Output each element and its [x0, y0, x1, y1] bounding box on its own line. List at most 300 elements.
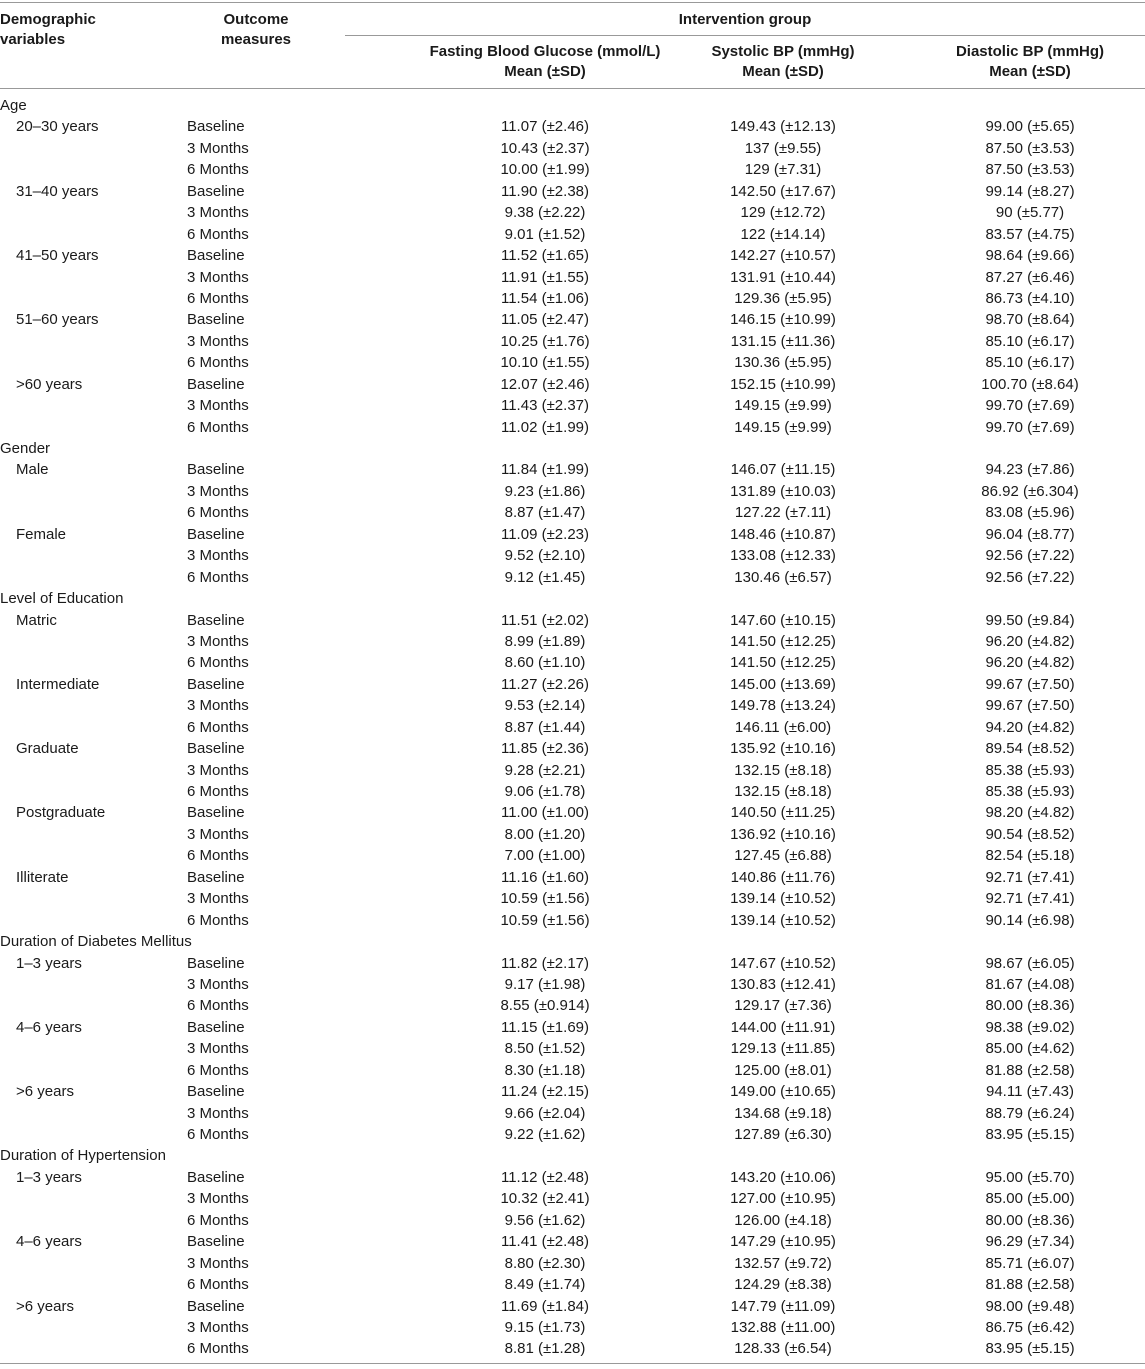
- diastolic-bp-value: 99.70 (±7.69): [985, 418, 1075, 436]
- table-row: [0, 1124, 1145, 1145]
- systolic-bp-value: 140.50 (±11.25): [730, 804, 836, 822]
- diastolic-bp-value: 99.00 (±5.65): [985, 118, 1075, 136]
- outcome-time-point: Baseline: [187, 611, 245, 629]
- table-row: [0, 267, 1145, 288]
- outcome-time-point: 6 Months: [187, 1276, 249, 1294]
- diastolic-bp-value: 85.10 (±6.17): [985, 332, 1075, 350]
- fbg-value: 11.69 (±1.84): [500, 1297, 589, 1315]
- table-row: [0, 802, 1145, 823]
- diastolic-bp-value: 96.20 (±4.82): [985, 654, 1075, 672]
- diastolic-bp-value: 83.95 (±5.15): [985, 1126, 1075, 1143]
- header-demographic-variables: [0, 10, 96, 50]
- table-row: [0, 1038, 1145, 1059]
- fbg-value: 10.10 (±1.55): [500, 354, 590, 372]
- systolic-bp-value: 147.29 (±10.95): [730, 1233, 836, 1251]
- table-row: [0, 1081, 1145, 1102]
- outcome-time-point: 6 Months: [187, 568, 249, 586]
- header-dbp-name: Diastolic BP (mmHg): [955, 43, 1105, 60]
- systolic-bp-value: 139.14 (±10.52): [730, 890, 836, 908]
- systolic-bp-value: 132.88 (±11.00): [730, 1318, 836, 1336]
- fbg-value: 8.60 (±1.10): [504, 654, 586, 672]
- fbg-value: 9.17 (±1.98): [504, 975, 586, 993]
- table-row: [0, 417, 1145, 438]
- subgroup-label: 1–3 years: [16, 1168, 82, 1186]
- outcome-time-point: Baseline: [187, 1018, 245, 1036]
- fbg-value: 11.05 (±2.47): [500, 311, 589, 329]
- systolic-bp-value: 127.45 (±6.88): [734, 847, 832, 865]
- systolic-bp-value: 137 (±9.55): [744, 139, 822, 157]
- table-row: [0, 1231, 1145, 1252]
- outcome-time-point: 3 Months: [187, 1040, 249, 1058]
- header-demographic-line1: Demographic: [0, 11, 96, 28]
- systolic-bp-value: 127.00 (±10.95): [730, 1190, 836, 1208]
- header-outcome-line1: Outcome: [223, 11, 289, 28]
- header-diastolic-bp: [930, 42, 1130, 82]
- table-row: [0, 395, 1145, 416]
- subgroup-label: Matric: [16, 611, 57, 629]
- table-row: [0, 288, 1145, 309]
- fbg-value: 7.00 (±1.00): [504, 847, 586, 865]
- fbg-value: 11.00 (±1.00): [500, 804, 589, 822]
- systolic-bp-value: 149.78 (±13.24): [730, 697, 836, 715]
- fbg-value: 9.12 (±1.45): [504, 568, 586, 586]
- fbg-value: 11.54 (±1.06): [500, 289, 589, 307]
- outcome-time-point: Baseline: [187, 461, 245, 479]
- systolic-bp-value: 130.46 (±6.57): [734, 568, 832, 586]
- diastolic-bp-value: 86.75 (±6.42): [985, 1318, 1075, 1336]
- diastolic-bp-value: 81.88 (±2.58): [985, 1061, 1075, 1079]
- header-outcome-measures: [200, 10, 312, 50]
- section-label: Gender: [0, 440, 51, 457]
- systolic-bp-value: 149.15 (±9.99): [734, 397, 832, 415]
- systolic-bp-value: 129 (±12.72): [740, 204, 826, 222]
- systolic-bp-value: 129.13 (±11.85): [730, 1040, 836, 1058]
- fbg-value: 11.91 (±1.55): [500, 268, 589, 286]
- header-sbp-sub: Mean (±SD): [742, 63, 824, 80]
- table-row: [0, 1274, 1145, 1295]
- outcome-time-point: Baseline: [187, 525, 245, 543]
- diastolic-bp-value: 99.67 (±7.50): [985, 697, 1075, 715]
- systolic-bp-value: 132.15 (±8.18): [734, 783, 832, 800]
- outcome-time-point: 3 Months: [187, 1104, 249, 1122]
- outcome-time-point: Baseline: [187, 740, 245, 758]
- diastolic-bp-value: 94.23 (±7.86): [985, 461, 1075, 479]
- outcome-time-point: 3 Months: [187, 975, 249, 993]
- section-label: Age: [0, 97, 27, 114]
- subgroup-label: 4–6 years: [16, 1233, 82, 1251]
- diastolic-bp-value: 98.70 (±8.64): [985, 311, 1075, 329]
- fbg-value: 8.81 (±1.28): [504, 1340, 586, 1358]
- systolic-bp-value: 130.36 (±5.95): [734, 354, 832, 372]
- table-row: [0, 695, 1145, 716]
- fbg-value: 9.15 (±1.73): [504, 1318, 586, 1336]
- systolic-bp-value: 140.86 (±11.76): [730, 868, 836, 886]
- fbg-value: 9.06 (±1.78): [504, 783, 586, 800]
- outcome-time-point: Baseline: [187, 375, 245, 393]
- fbg-value: 9.53 (±2.14): [504, 697, 586, 715]
- table-row: [0, 781, 1145, 802]
- diastolic-bp-value: 85.71 (±6.07): [985, 1254, 1075, 1272]
- outcome-time-point: 6 Months: [187, 997, 249, 1015]
- fbg-value: 9.56 (±1.62): [504, 1211, 586, 1229]
- fbg-value: 8.99 (±1.89): [504, 632, 586, 650]
- header-sbp-name: Systolic BP (mmHg): [711, 43, 855, 60]
- header-bottom-rule: [0, 88, 1145, 89]
- outcome-time-point: 3 Months: [187, 482, 249, 500]
- systolic-bp-value: 125.00 (±8.01): [734, 1061, 832, 1079]
- table-row: [0, 824, 1145, 845]
- outcome-time-point: 6 Months: [187, 1211, 249, 1229]
- systolic-bp-value: 139.14 (±10.52): [730, 911, 836, 929]
- table-row: [0, 567, 1145, 588]
- diastolic-bp-value: 98.38 (±9.02): [985, 1018, 1075, 1036]
- diastolic-bp-value: 81.88 (±2.58): [985, 1276, 1075, 1294]
- diastolic-bp-value: 86.73 (±4.10): [985, 289, 1075, 307]
- fbg-value: 8.80 (±2.30): [504, 1254, 586, 1272]
- diastolic-bp-value: 83.95 (±5.15): [985, 1340, 1075, 1358]
- fbg-value: 11.09 (±2.23): [500, 525, 589, 543]
- systolic-bp-value: 129.36 (±5.95): [734, 289, 832, 307]
- diastolic-bp-value: 98.67 (±6.05): [985, 954, 1075, 972]
- systolic-bp-value: 130.83 (±12.41): [730, 975, 836, 993]
- fbg-value: 8.87 (±1.44): [504, 718, 586, 736]
- table-row: [0, 953, 1145, 974]
- outcome-time-point: 3 Months: [187, 890, 249, 908]
- diastolic-bp-value: 89.54 (±8.52): [985, 740, 1075, 758]
- fbg-value: 11.02 (±1.99): [500, 418, 589, 436]
- diastolic-bp-value: 99.67 (±7.50): [985, 675, 1075, 693]
- diastolic-bp-value: 87.50 (±3.53): [985, 139, 1075, 157]
- outcome-time-point: 6 Months: [187, 911, 249, 929]
- systolic-bp-value: 129 (±7.31): [744, 161, 822, 179]
- table-row: [0, 202, 1145, 223]
- fbg-value: 11.12 (±2.48): [500, 1168, 589, 1186]
- diastolic-bp-value: 98.20 (±4.82): [985, 804, 1075, 822]
- systolic-bp-value: 132.57 (±9.72): [734, 1254, 832, 1272]
- systolic-bp-value: 134.68 (±9.18): [734, 1104, 832, 1122]
- fbg-value: 11.84 (±1.99): [500, 461, 589, 479]
- table-row: [0, 1253, 1145, 1274]
- outcome-time-point: 6 Months: [187, 418, 249, 436]
- table-row: [0, 524, 1145, 545]
- systolic-bp-value: 147.60 (±10.15): [730, 611, 836, 629]
- systolic-bp-value: 148.46 (±10.87): [730, 525, 836, 543]
- outcome-time-point: Baseline: [187, 247, 245, 265]
- diastolic-bp-value: 99.14 (±8.27): [985, 182, 1075, 200]
- outcome-time-point: 6 Months: [187, 225, 249, 243]
- outcome-time-point: 3 Months: [187, 139, 249, 157]
- outcome-time-point: Baseline: [187, 675, 245, 693]
- fbg-value: 10.00 (±1.99): [500, 161, 590, 179]
- systolic-bp-value: 149.00 (±10.65): [730, 1083, 836, 1101]
- subgroup-label: Postgraduate: [16, 804, 106, 822]
- outcome-time-point: 6 Months: [187, 783, 249, 800]
- systolic-bp-value: 128.33 (±6.54): [734, 1340, 832, 1358]
- section-label: Duration of Diabetes Mellitus: [0, 933, 192, 951]
- subgroup-label: >6 years: [16, 1297, 74, 1315]
- diastolic-bp-value: 96.20 (±4.82): [985, 632, 1075, 650]
- outcome-time-point: Baseline: [187, 954, 245, 972]
- fbg-value: 11.41 (±2.48): [500, 1233, 589, 1251]
- outcome-time-point: 6 Months: [187, 289, 249, 307]
- diastolic-bp-value: 94.20 (±4.82): [985, 718, 1075, 736]
- outcome-time-point: 3 Months: [187, 761, 249, 779]
- subgroup-label: >60 years: [16, 375, 83, 393]
- systolic-bp-value: 131.89 (±10.03): [730, 482, 836, 500]
- outcome-time-point: 3 Months: [187, 268, 249, 286]
- subgroup-label: 31–40 years: [16, 182, 99, 200]
- table-row: [0, 845, 1145, 866]
- table-row: [0, 1210, 1145, 1231]
- outcome-time-point: 6 Months: [187, 161, 249, 179]
- table-row: [0, 1060, 1145, 1081]
- diastolic-bp-value: 83.57 (±4.75): [985, 225, 1075, 243]
- diastolic-bp-value: 96.29 (±7.34): [985, 1233, 1075, 1251]
- fbg-value: 11.16 (±1.60): [500, 868, 589, 886]
- systolic-bp-value: 145.00 (±13.69): [730, 675, 836, 693]
- diastolic-bp-value: 85.38 (±5.93): [985, 783, 1075, 800]
- fbg-value: 11.51 (±2.02): [500, 611, 589, 629]
- table-row: [0, 910, 1145, 931]
- table-bottom-rule: [0, 1363, 1145, 1364]
- table-top-rule: [0, 2, 1145, 3]
- table-row: [0, 374, 1145, 395]
- section-row: [0, 1145, 1145, 1166]
- fbg-value: 8.00 (±1.20): [504, 825, 586, 843]
- diastolic-bp-value: 90 (±5.77): [995, 204, 1065, 222]
- subgroup-label: Intermediate: [16, 675, 100, 693]
- systolic-bp-value: 124.29 (±8.38): [734, 1276, 832, 1294]
- table-row: [0, 224, 1145, 245]
- table-row: [0, 1338, 1145, 1359]
- table-row: [0, 888, 1145, 909]
- diastolic-bp-value: 87.27 (±6.46): [985, 268, 1075, 286]
- outcome-time-point: 6 Months: [187, 1126, 249, 1143]
- subgroup-label: 51–60 years: [16, 311, 99, 329]
- fbg-value: 9.01 (±1.52): [504, 225, 586, 243]
- fbg-value: 11.43 (±2.37): [500, 397, 589, 415]
- outcome-time-point: 3 Months: [187, 1254, 249, 1272]
- subgroup-label: Male: [16, 461, 49, 479]
- diastolic-bp-value: 92.71 (±7.41): [985, 890, 1075, 908]
- diastolic-bp-value: 94.11 (±7.43): [985, 1083, 1074, 1101]
- diastolic-bp-value: 85.38 (±5.93): [985, 761, 1075, 779]
- systolic-bp-value: 149.15 (±9.99): [734, 418, 832, 436]
- outcome-time-point: Baseline: [187, 311, 245, 329]
- table-row: [0, 245, 1145, 266]
- outcome-time-point: 6 Months: [187, 847, 249, 865]
- outcome-time-point: Baseline: [187, 182, 245, 200]
- fbg-value: 10.59 (±1.56): [500, 911, 590, 929]
- fbg-value: 9.23 (±1.86): [504, 482, 586, 500]
- subgroup-label: Female: [16, 525, 67, 543]
- table-row: [0, 459, 1145, 480]
- fbg-value: 8.50 (±1.52): [504, 1040, 586, 1058]
- diastolic-bp-value: 80.00 (±8.36): [985, 997, 1075, 1015]
- diastolic-bp-value: 98.00 (±9.48): [985, 1297, 1075, 1315]
- outcome-time-point: 3 Months: [187, 397, 249, 415]
- subgroup-label: 4–6 years: [16, 1018, 82, 1036]
- subgroup-label: 20–30 years: [16, 118, 99, 136]
- diastolic-bp-value: 83.08 (±5.96): [985, 504, 1075, 522]
- header-outcome-line2: measures: [220, 31, 292, 48]
- systolic-bp-value: 127.22 (±7.11): [734, 504, 832, 522]
- subgroup-label: 41–50 years: [16, 247, 99, 265]
- fbg-value: 12.07 (±2.46): [500, 375, 590, 393]
- header-fbg-sub: Mean (±SD): [504, 63, 586, 80]
- table-row: [0, 1188, 1145, 1209]
- diastolic-bp-value: 80.00 (±8.36): [985, 1211, 1075, 1229]
- fbg-value: 9.66 (±2.04): [504, 1104, 586, 1122]
- fbg-value: 10.59 (±1.56): [500, 890, 590, 908]
- table-row: [0, 1296, 1145, 1317]
- diastolic-bp-value: 87.50 (±3.53): [985, 161, 1075, 179]
- table-row: [0, 631, 1145, 652]
- subgroup-label: >6 years: [16, 1083, 74, 1101]
- section-row: [0, 588, 1145, 609]
- outcome-time-point: 3 Months: [187, 204, 249, 222]
- outcome-time-point: Baseline: [187, 804, 245, 822]
- fbg-value: 11.24 (±2.15): [500, 1083, 589, 1101]
- fbg-value: 11.07 (±2.46): [500, 118, 589, 136]
- outcome-time-point: Baseline: [187, 1297, 245, 1315]
- diastolic-bp-value: 85.00 (±5.00): [985, 1190, 1075, 1208]
- systolic-bp-value: 146.15 (±10.99): [730, 311, 836, 329]
- fbg-value: 9.28 (±2.21): [504, 761, 586, 779]
- diastolic-bp-value: 92.71 (±7.41): [985, 868, 1075, 886]
- subgroup-label: 1–3 years: [16, 954, 82, 972]
- outcome-time-point: 6 Months: [187, 354, 249, 372]
- outcome-time-point: 3 Months: [187, 825, 249, 843]
- table-row: [0, 1167, 1145, 1188]
- outcome-time-point: 3 Months: [187, 547, 249, 565]
- systolic-bp-value: 147.79 (±11.09): [730, 1297, 836, 1315]
- section-row: [0, 95, 1145, 116]
- systolic-bp-value: 146.07 (±11.15): [730, 461, 836, 479]
- systolic-bp-value: 132.15 (±8.18): [734, 761, 832, 779]
- diastolic-bp-value: 88.79 (±6.24): [985, 1104, 1075, 1122]
- section-row: [0, 931, 1145, 952]
- systolic-bp-value: 146.11 (±6.00): [734, 718, 832, 736]
- outcome-time-point: 3 Months: [187, 632, 249, 650]
- outcome-time-point: 6 Months: [187, 504, 249, 522]
- table-row: [0, 159, 1145, 180]
- diastolic-bp-value: 99.70 (±7.69): [985, 397, 1075, 415]
- fbg-value: 9.22 (±1.62): [504, 1126, 586, 1143]
- table-row: [0, 760, 1145, 781]
- table-row: [0, 1317, 1145, 1338]
- diastolic-bp-value: 99.50 (±9.84): [985, 611, 1075, 629]
- table-row: [0, 610, 1145, 631]
- systolic-bp-value: 147.67 (±10.52): [730, 954, 836, 972]
- systolic-bp-value: 149.43 (±12.13): [730, 118, 836, 136]
- outcome-time-point: Baseline: [187, 1168, 245, 1186]
- systolic-bp-value: 142.27 (±10.57): [730, 247, 836, 265]
- outcome-time-point: 3 Months: [187, 1318, 249, 1336]
- diastolic-bp-value: 90.54 (±8.52): [985, 825, 1075, 843]
- systolic-bp-value: 131.91 (±10.44): [730, 268, 836, 286]
- header-intervention-group: Intervention group: [678, 11, 812, 28]
- systolic-bp-value: 152.15 (±10.99): [730, 375, 836, 393]
- diastolic-bp-value: 98.64 (±9.66): [985, 247, 1075, 265]
- header-dbp-sub: Mean (±SD): [989, 63, 1071, 80]
- outcome-time-point: 6 Months: [187, 1061, 249, 1079]
- diastolic-bp-value: 95.00 (±5.70): [985, 1168, 1075, 1186]
- header-systolic-bp: [683, 42, 883, 82]
- fbg-value: 11.90 (±2.38): [500, 182, 589, 200]
- table-row: [0, 995, 1145, 1016]
- diastolic-bp-value: 86.92 (±6.304): [981, 482, 1079, 500]
- diastolic-bp-value: 85.00 (±4.62): [985, 1040, 1075, 1058]
- fbg-value: 10.32 (±2.41): [500, 1190, 590, 1208]
- systolic-bp-value: 141.50 (±12.25): [730, 654, 836, 672]
- outcome-time-point: Baseline: [187, 1233, 245, 1251]
- diastolic-bp-value: 81.67 (±4.08): [985, 975, 1075, 993]
- fbg-value: 9.38 (±2.22): [504, 204, 586, 222]
- systolic-bp-value: 144.00 (±11.91): [730, 1018, 836, 1036]
- diastolic-bp-value: 92.56 (±7.22): [985, 568, 1075, 586]
- outcome-time-point: 6 Months: [187, 1340, 249, 1358]
- diastolic-bp-value: 82.54 (±5.18): [985, 847, 1075, 865]
- fbg-value: 8.55 (±0.914): [500, 997, 590, 1015]
- fbg-value: 10.25 (±1.76): [500, 332, 590, 350]
- subgroup-label: Graduate: [16, 740, 79, 758]
- fbg-value: 8.30 (±1.18): [504, 1061, 586, 1079]
- outcome-time-point: Baseline: [187, 118, 245, 136]
- fbg-value: 11.15 (±1.69): [500, 1018, 589, 1036]
- diastolic-bp-value: 100.70 (±8.64): [981, 375, 1079, 393]
- systolic-bp-value: 143.20 (±10.06): [730, 1168, 836, 1186]
- fbg-value: 8.87 (±1.47): [504, 504, 586, 522]
- subgroup-label: Illiterate: [16, 868, 69, 886]
- table-row: [0, 717, 1145, 738]
- fbg-value: 11.82 (±2.17): [500, 954, 589, 972]
- fbg-value: 9.52 (±2.10): [504, 547, 586, 565]
- outcome-time-point: 3 Months: [187, 332, 249, 350]
- table-row: [0, 738, 1145, 759]
- diastolic-bp-value: 92.56 (±7.22): [985, 547, 1075, 565]
- systolic-bp-value: 142.50 (±17.67): [730, 182, 836, 200]
- systolic-bp-value: 133.08 (±12.33): [730, 547, 836, 565]
- outcome-time-point: Baseline: [187, 868, 245, 886]
- fbg-value: 10.43 (±2.37): [500, 139, 590, 157]
- header-demographic-line2: variables: [0, 31, 66, 48]
- systolic-bp-value: 126.00 (±4.18): [734, 1211, 832, 1229]
- table-row: [0, 1103, 1145, 1124]
- fbg-value: 11.85 (±2.36): [500, 740, 589, 758]
- section-label: Duration of Hypertension: [0, 1147, 166, 1165]
- systolic-bp-value: 127.89 (±6.30): [734, 1126, 832, 1143]
- table-row: [0, 502, 1145, 523]
- fbg-value: 11.27 (±2.26): [500, 675, 589, 693]
- outcome-time-point: 6 Months: [187, 654, 249, 672]
- table-body: [0, 95, 1145, 1360]
- table-row: [0, 331, 1145, 352]
- table-row: [0, 974, 1145, 995]
- systolic-bp-value: 136.92 (±10.16): [730, 825, 836, 843]
- diastolic-bp-value: 96.04 (±8.77): [985, 525, 1075, 543]
- outcome-time-point: 3 Months: [187, 1190, 249, 1208]
- systolic-bp-value: 122 (±14.14): [740, 225, 826, 243]
- section-row: [0, 438, 1145, 459]
- table-row: [0, 652, 1145, 673]
- table-row: [0, 867, 1145, 888]
- systolic-bp-value: 131.15 (±11.36): [730, 332, 836, 350]
- outcome-time-point: Baseline: [187, 1083, 245, 1101]
- fbg-value: 11.52 (±1.65): [500, 247, 589, 265]
- table-row: [0, 1017, 1145, 1038]
- table-row: [0, 674, 1145, 695]
